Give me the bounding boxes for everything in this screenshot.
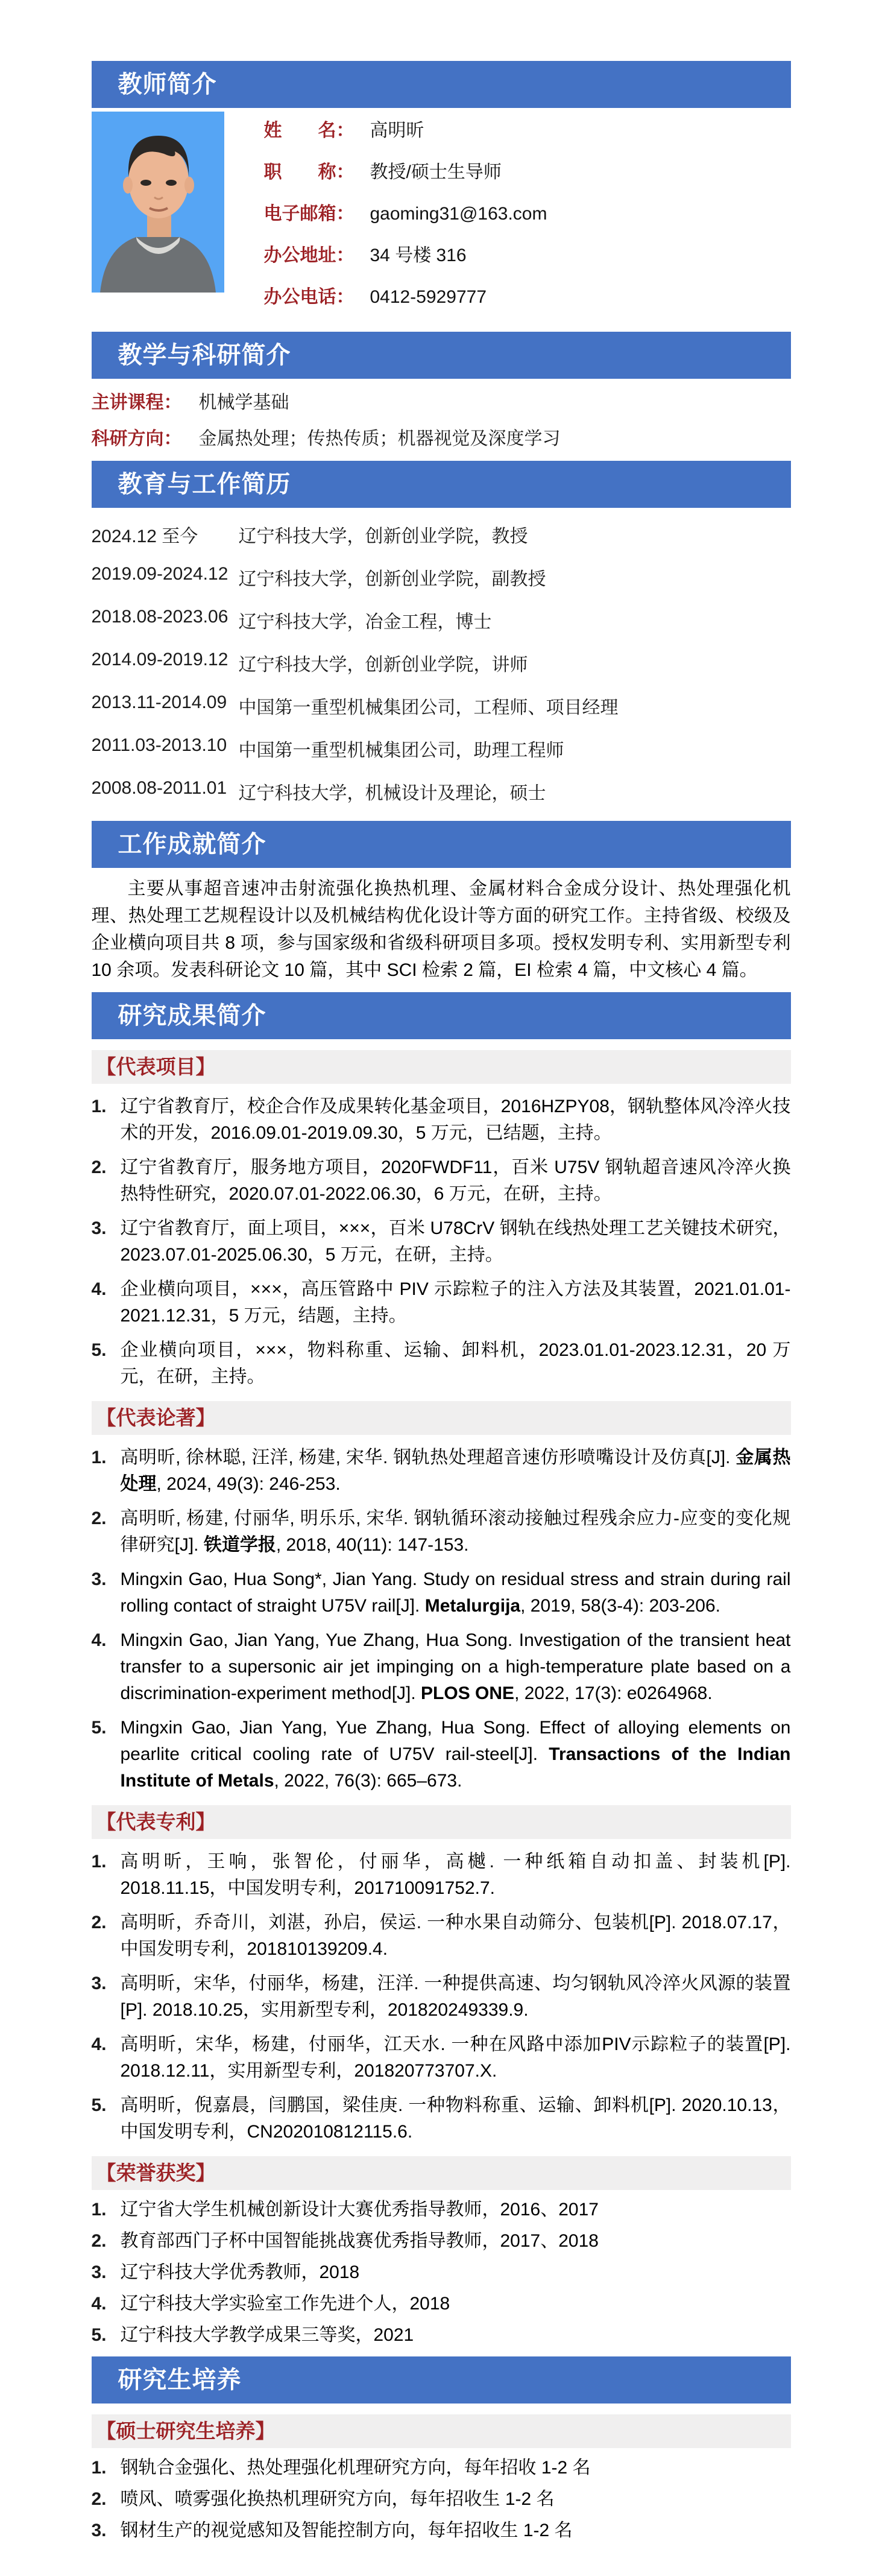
project-text: 企业横向项目，×××，物料称重、运输、卸料机，2023.01.01-2023.12.31，20 万元，在研，主持。 (120, 1340, 791, 1387)
publication-item (92, 1627, 791, 1707)
profile-field-phone (264, 282, 547, 308)
subheader-publications: 【代表论著】 (92, 1401, 791, 1435)
profile-field-office (264, 240, 547, 267)
project-text: 辽宁省教育厅，校企合作及成果转化基金项目，2016HZPY08，钢轨整体风冷淬火技术的开发，2016.09.01-2019.09.30，5 万元，已结题，主持。 (120, 1097, 791, 1143)
history-row (92, 521, 791, 548)
subheader-projects: 【代表项目】 (92, 1050, 791, 1084)
item-number: 1. (91, 1448, 107, 1467)
history-period: 2019.09-2024.12 (91, 564, 228, 584)
history-row (92, 692, 791, 719)
publication-text (121, 1445, 791, 1498)
item-number: 4. (91, 1630, 107, 1650)
profile-field-label: 办公地址： (263, 245, 354, 265)
history-detail: 辽宁科技大学，机械设计及理论，硕士 (238, 783, 546, 803)
publication-item (92, 1715, 791, 1794)
faculty-profile-page (92, 0, 791, 2576)
graduate-text: 喷风、喷雾强化换热机理研究方向，每年招收生 1-2 名 (120, 2489, 555, 2509)
profile-field-value: 34 号楼 316 (370, 245, 467, 265)
graduate-item (92, 2521, 791, 2540)
history-period: 2014.09-2019.12 (91, 650, 228, 669)
project-item (92, 1154, 791, 1207)
publication-item (92, 1505, 791, 1559)
section-title: 教学与科研简介 (118, 342, 291, 369)
item-number: 5. (91, 1718, 107, 1738)
publication-pre: 高明昕, 杨建, 付丽华, 明乐乐, 宋华. 钢轨循环滚动接触过程残余应力-应变的变化规律研究[J]. (120, 1508, 791, 1555)
patent-text: 高明昕，乔奇川，刘湛，孙启，侯运. 一种水果自动筛分、包装机[P]. 2018.07.17，中国发明专利，201810139209.4. (120, 1913, 791, 1959)
project-item (92, 1276, 791, 1329)
profile-field-value: 教授/硕士生导师 (370, 162, 502, 182)
item-number: 4. (91, 2294, 107, 2314)
history-detail: 中国第一重型机械集团公司，助理工程师 (238, 741, 564, 761)
publication-post: , 2022, 17(3): e0264968. (514, 1683, 713, 1703)
item-number: 2. (91, 1913, 107, 1932)
profile-field-label: 姓 名： (263, 121, 354, 141)
publication-post: , 2024, 49(3): 246-253. (156, 1474, 341, 1494)
section-banner-research-results (92, 992, 791, 1039)
item-number: 2. (91, 2489, 107, 2509)
history-period: 2013.11-2014.09 (91, 692, 227, 712)
section-title: 研究成果简介 (118, 1002, 266, 1029)
history-list (92, 521, 791, 805)
patent-text: 高明昕，倪嘉晨，闫鹏国，梁佳庚. 一种物料称重、运输、卸料机[P]. 2020.10.13，中国发明专利，CN202010812115.6. (120, 2095, 791, 2142)
history-period: 2018.08-2023.06 (91, 607, 228, 627)
section-banner-teacher-intro (92, 61, 791, 108)
publication-pre: Mingxin Gao, Hua Song*, Jian Yang. Study on residual stress and strain during rail rolling contact of straight U75V rail[J]. (120, 1569, 791, 1616)
publication-text (121, 1505, 791, 1559)
history-detail: 辽宁科技大学，创新创业学院，讲师 (238, 655, 528, 675)
patent-text: 高明昕，宋华，付丽华，杨建，汪洋. 一种提供高速、均匀钢轨风冷淬火风源的装置[P]. 2018.10.25，实用新型专利，201820249339.9. (120, 1973, 791, 2020)
item-number: 3. (91, 2521, 107, 2540)
honor-text: 辽宁科技大学实验室工作先进个人，2018 (120, 2294, 450, 2314)
patents-list (92, 1849, 791, 2145)
section-banner-teaching-research (92, 332, 791, 379)
graduate-item (92, 2458, 791, 2478)
patent-item (92, 2031, 791, 2084)
patent-text: 高明昕，王响，张智伦，付丽华，高樾. 一种纸箱自动扣盖、封装机[P]. 2018.11.15，中国发明专利，201710091752.7. (120, 1852, 791, 1898)
item-number: 2. (91, 1157, 107, 1177)
research-direction-row (92, 423, 791, 450)
publication-text (121, 1566, 791, 1619)
item-number: 5. (91, 2095, 107, 2115)
item-number: 5. (91, 1340, 107, 1360)
publication-item (92, 1566, 791, 1619)
teacher-photo-image (92, 112, 224, 293)
profile-field-email (264, 198, 547, 225)
subheader-master-training: 【硕士研究生培养】 (92, 2414, 791, 2448)
profile-block (92, 112, 791, 323)
history-row (92, 564, 791, 590)
publication-pre: Mingxin Gao, Jian Yang, Yue Zhang, Hua Song. Effect of alloying elements on pearlite critical cooling rate of U75V rail-steel[J]. (120, 1718, 791, 1764)
publication-pre: Mingxin Gao, Jian Yang, Yue Zhang, Hua Song. Investigation of the transient heat transfer to a supersonic air jet impinging on a high-temperature plate based on a discrimination-experiment method[J]. (120, 1630, 791, 1703)
history-detail: 中国第一重型机械集团公司，工程师、项目经理 (238, 698, 619, 718)
honor-text: 辽宁科技大学优秀教师，2018 (120, 2262, 360, 2282)
patent-item (92, 2092, 791, 2145)
item-number: 3. (91, 1973, 107, 1993)
publication-post: , 2019, 58(3-4): 203-206. (520, 1596, 720, 1616)
publication-post: , 2022, 76(3): 665–673. (274, 1771, 462, 1791)
profile-field-label: 电子邮箱： (263, 204, 354, 224)
project-text: 企业横向项目，×××，高压管路中 PIV 示踪粒子的注入方法及其装置，2021.01.01-2021.12.31，5 万元，结题，主持。 (120, 1279, 791, 1326)
project-item (92, 1093, 791, 1147)
history-row (92, 650, 791, 676)
history-detail: 辽宁科技大学，创新创业学院，教授 (238, 527, 528, 546)
publication-text (121, 1715, 791, 1794)
project-item (92, 1215, 791, 1268)
patent-item (92, 1970, 791, 2024)
projects-list (92, 1093, 791, 1390)
publication-journal: 金属热处理 (120, 1448, 791, 1494)
honor-text: 辽宁省大学生机械创新设计大赛优秀指导教师，2016、2017 (120, 2200, 599, 2220)
graduate-text: 钢轨合金强化、热处理强化机理研究方向，每年招收 1-2 名 (120, 2458, 591, 2478)
section-title: 教育与工作简历 (118, 471, 291, 498)
subheader-patents: 【代表专利】 (92, 1805, 791, 1839)
project-text: 辽宁省教育厅，服务地方项目，2020FWDF11，百米 U75V 钢轨超音速风冷淬火换热特性研究，2020.07.01-2022.06.30，6 万元，在研，主持。 (120, 1157, 791, 1204)
item-number: 4. (91, 2034, 107, 2054)
teaching-row-label: 主讲课程： (91, 393, 182, 413)
history-row (92, 778, 791, 805)
honor-item (92, 2200, 791, 2220)
graduate-list (92, 2458, 791, 2540)
item-number: 5. (91, 2325, 107, 2345)
history-detail: 辽宁科技大学，冶金工程，博士 (238, 612, 492, 632)
history-period: 2011.03-2013.10 (91, 735, 227, 755)
honor-item (92, 2294, 791, 2314)
subheader-honors: 【荣誉获奖】 (92, 2156, 791, 2190)
patent-text: 高明昕，宋华，杨建，付丽华，江天水. 一种在风路中添加PIV示踪粒子的装置[P]. 2018.12.11，实用新型专利，201820773707.X. (120, 2034, 791, 2081)
history-detail: 辽宁科技大学，创新创业学院，副教授 (238, 569, 546, 589)
history-row (92, 735, 791, 762)
honor-text: 教育部西门子杯中国智能挑战赛优秀指导教师，2017、2018 (120, 2231, 599, 2251)
item-number: 1. (91, 1097, 107, 1116)
item-number: 2. (91, 1508, 107, 1528)
profile-info (264, 112, 547, 323)
publication-pre: 高明昕, 徐林聪, 汪洋, 杨建, 宋华. 钢轨热处理超音速仿形喷嘴设计及仿真[J]. (120, 1448, 736, 1467)
publication-journal: PLOS ONE (421, 1683, 515, 1703)
profile-field-name (264, 115, 547, 142)
section-banner-education-work (92, 461, 791, 508)
item-number: 2. (91, 2231, 107, 2251)
publication-journal: 铁道学报 (203, 1535, 276, 1555)
section-banner-graduate-training (92, 2356, 791, 2404)
profile-field-title (264, 157, 547, 183)
teaching-row-label: 科研方向： (91, 429, 182, 449)
honor-item (92, 2262, 791, 2282)
teaching-courses-row (92, 387, 791, 414)
profile-field-label: 职 称： (263, 162, 354, 182)
item-number: 3. (91, 2262, 107, 2282)
section-title: 工作成就简介 (118, 831, 266, 858)
history-row (92, 607, 791, 633)
graduate-item (92, 2489, 791, 2509)
publication-journal: Transactions of the Indian Institute of Metals (120, 1744, 791, 1791)
profile-field-value: 0412-5929777 (370, 287, 487, 307)
publication-post: , 2018, 40(11): 147-153. (276, 1535, 469, 1555)
section-banner-achievements (92, 821, 791, 868)
item-number: 4. (91, 1279, 107, 1299)
teaching-row-value: 机械学基础 (198, 393, 289, 413)
item-number: 1. (91, 2200, 107, 2220)
publications-list (92, 1445, 791, 1794)
section-title: 研究生培养 (118, 2367, 242, 2393)
project-text: 辽宁省教育厅，面上项目，×××，百米 U78CrV 钢轨在线热处理工艺关键技术研究，2023.07.01-2025.06.30，5 万元，在研，主持。 (120, 1218, 791, 1265)
publication-item (92, 1445, 791, 1498)
publication-text (121, 1627, 791, 1707)
patent-item (92, 1849, 791, 1902)
item-number: 1. (91, 2458, 107, 2478)
patent-item (92, 1910, 791, 1963)
history-period: 2024.12 至今 (91, 527, 198, 546)
item-number: 1. (91, 1852, 107, 1872)
honor-item (92, 2325, 791, 2345)
achievements-paragraph: 主要从事超音速冲击射流强化换热机理、金属材料合金成分设计、热处理强化机理、热处理工艺规程设计以及机械结构优化设计等方面的研究工作。主持省级、校级及企业横向项目共 8 项，参与国家级和省级科研项目多项。授权发明专利、实用新型专利 10 余项。发表科研论文 10 篇，其中 SCI 检索 2 篇，EI 检索 4 篇，中文核心 4 篇。 (91, 879, 791, 980)
profile-field-value: gaoming31@163.com (370, 204, 547, 224)
honor-item (92, 2231, 791, 2251)
item-number: 3. (91, 1569, 107, 1589)
teaching-row-value: 金属热处理；传热传质；机器视觉及深度学习 (198, 429, 561, 449)
profile-field-label: 办公电话： (263, 287, 354, 307)
project-item (92, 1337, 791, 1390)
teacher-photo (92, 112, 224, 293)
graduate-text: 钢材生产的视觉感知及智能控制方向，每年招收生 1-2 名 (120, 2521, 573, 2540)
history-period: 2008.08-2011.01 (91, 778, 227, 798)
profile-field-value: 高明昕 (370, 121, 424, 141)
item-number: 3. (91, 1218, 107, 1238)
honors-list (92, 2200, 791, 2345)
section-title: 教师简介 (118, 71, 217, 98)
publication-journal: Metalurgija (424, 1596, 521, 1616)
honor-text: 辽宁科技大学教学成果三等奖，2021 (120, 2325, 414, 2345)
